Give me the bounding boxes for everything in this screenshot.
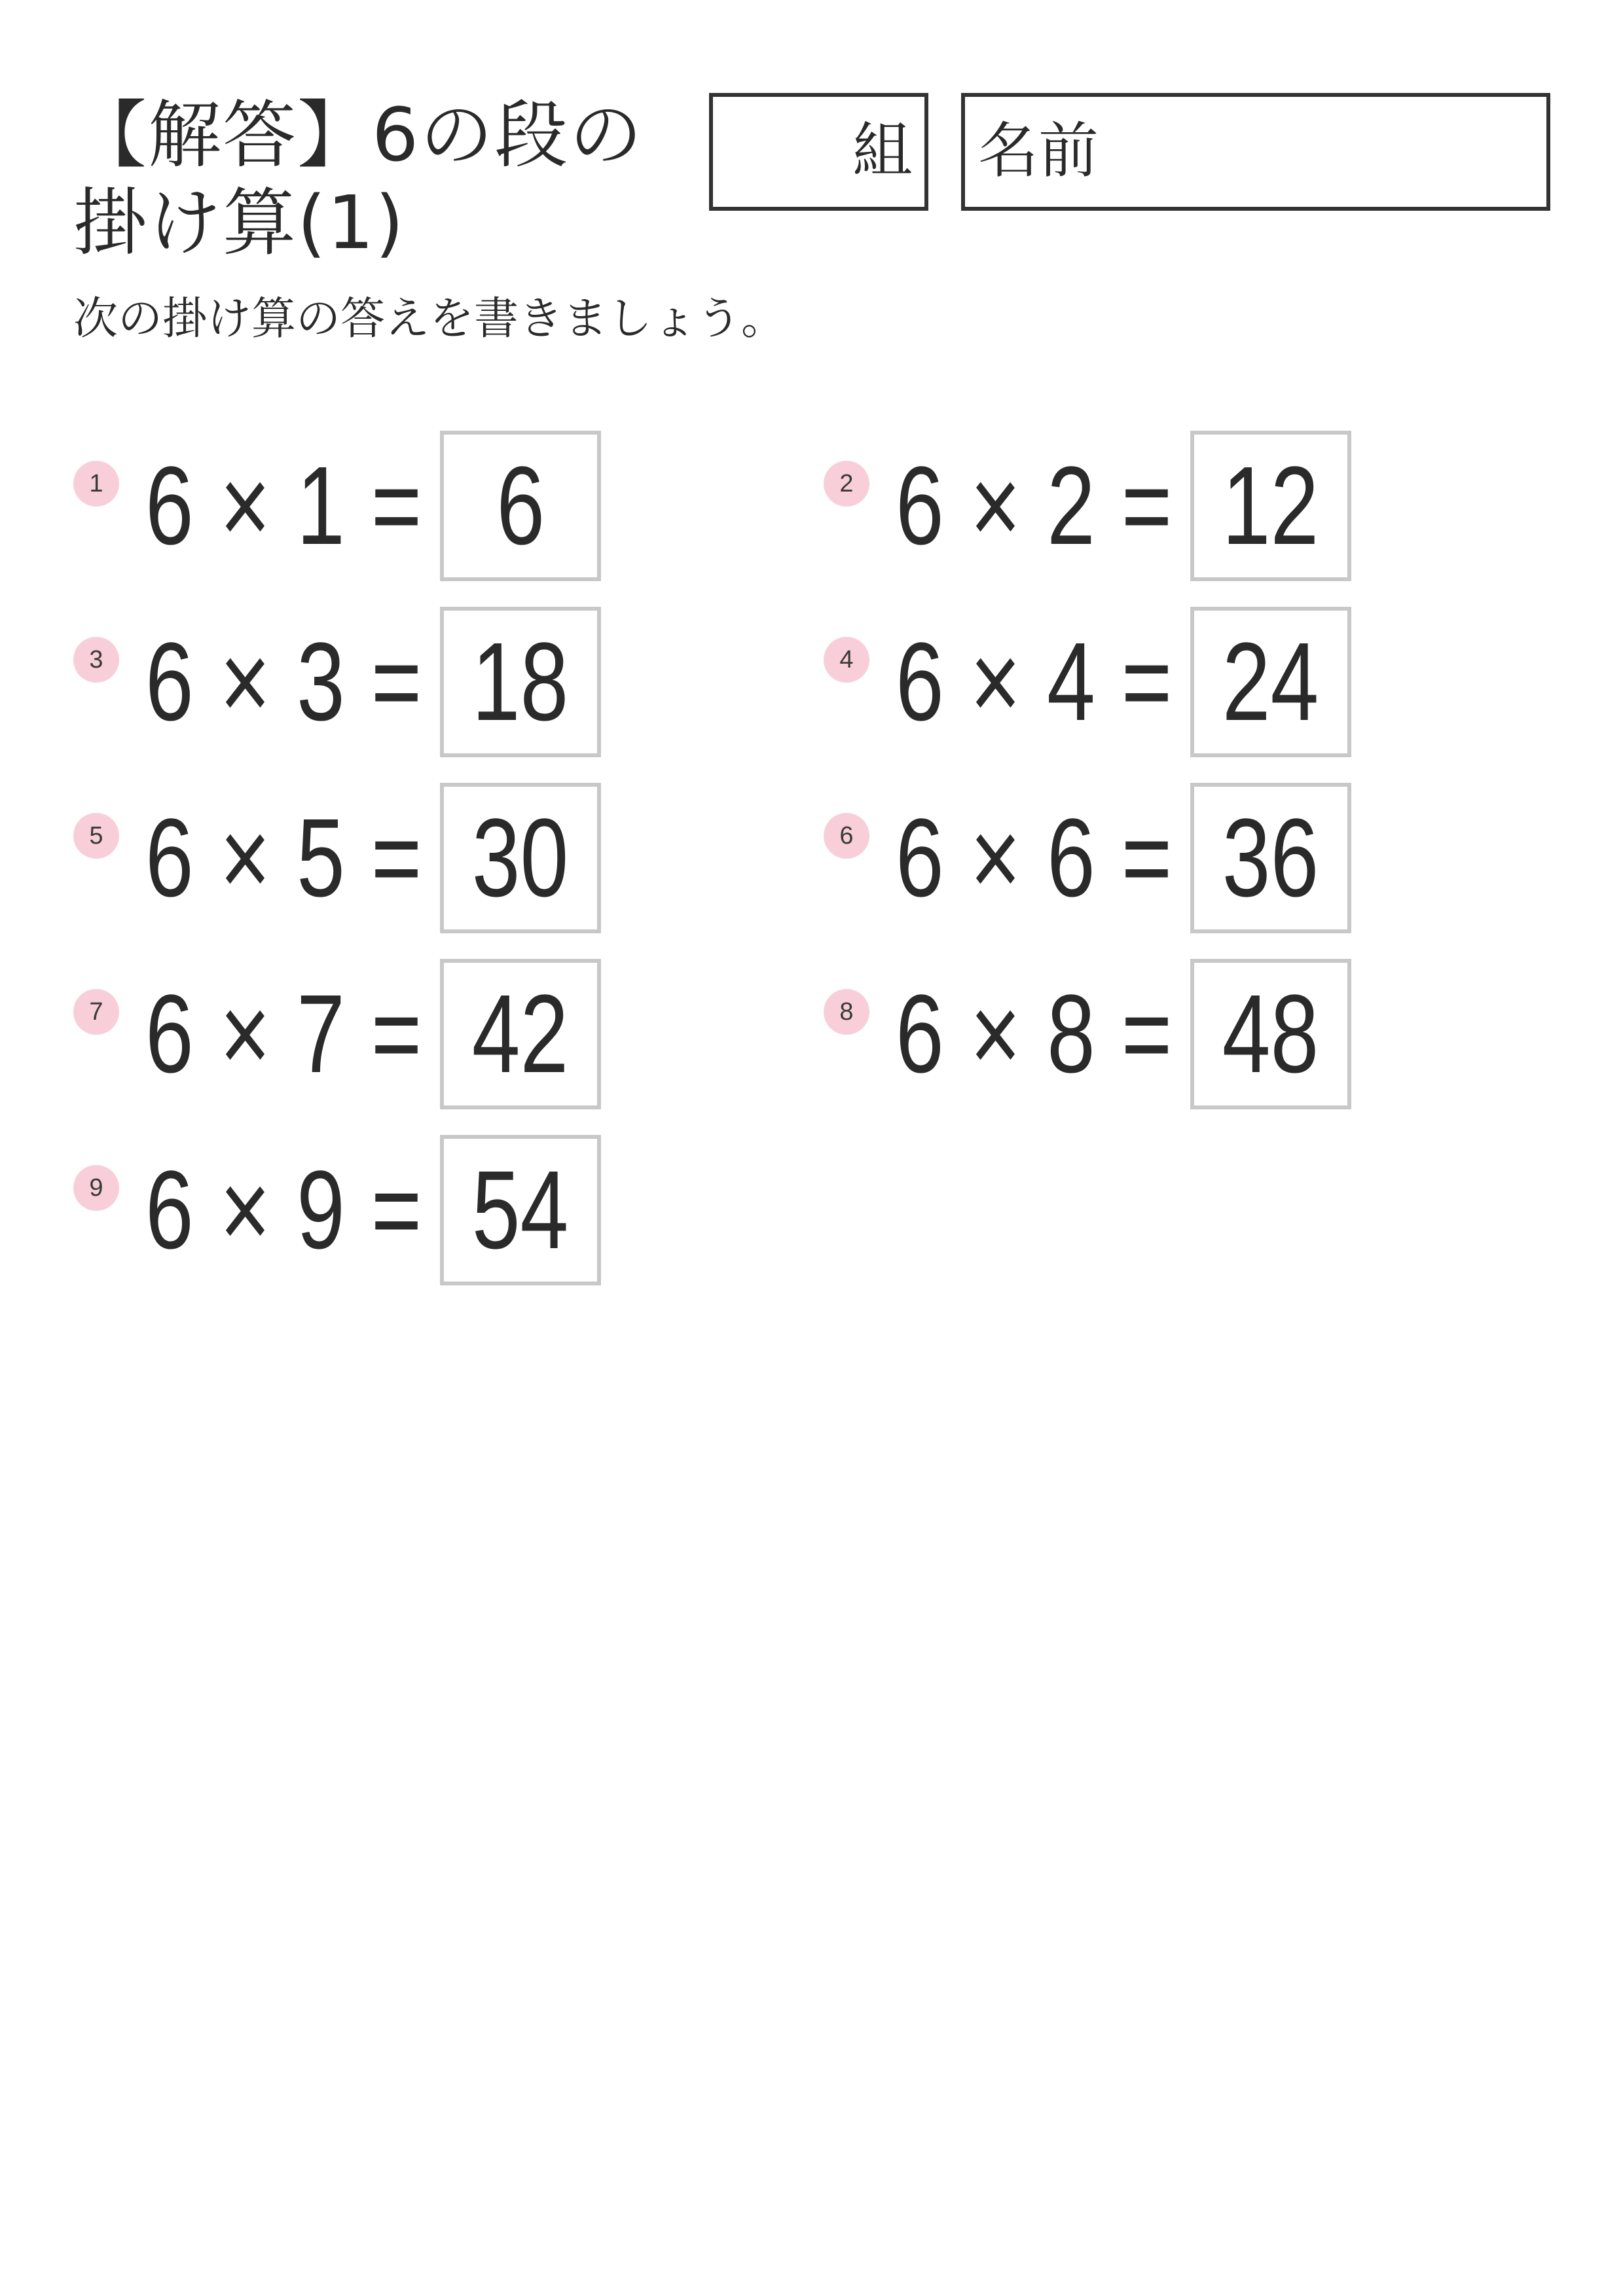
- answer-value: 30: [472, 796, 569, 920]
- problem-expression: 6 × 5 =: [145, 796, 423, 920]
- problem-number-badge: 5: [73, 813, 119, 859]
- problem-number-badge: 1: [73, 461, 119, 507]
- name-label: 名前: [978, 116, 1099, 186]
- problem-item: [73, 959, 728, 1109]
- problem-expression: 6 × 7 =: [145, 972, 423, 1096]
- problem-number-badge: 4: [824, 637, 869, 683]
- answer-value: 42: [472, 972, 569, 1096]
- answer-box[interactable]: [440, 783, 601, 933]
- class-field[interactable]: [709, 93, 928, 211]
- problem-item: [824, 607, 1478, 757]
- worksheet-title: [73, 92, 663, 267]
- problem-item: [824, 959, 1478, 1109]
- problem-item: [73, 607, 728, 757]
- problem-item: [824, 431, 1478, 581]
- problem-expression: 6 × 2 =: [896, 444, 1173, 568]
- problem-expression: 6 × 4 =: [896, 620, 1173, 744]
- title-line-1: 【解答】6の段の: [73, 93, 644, 178]
- answer-value: 6: [496, 444, 545, 568]
- answer-value: 12: [1222, 444, 1319, 568]
- answer-box[interactable]: [440, 431, 601, 581]
- name-field[interactable]: [961, 93, 1550, 211]
- problem-number-badge: 9: [73, 1165, 119, 1211]
- answer-box[interactable]: [440, 959, 601, 1109]
- problem-number-badge: 6: [824, 813, 869, 859]
- answer-box[interactable]: [440, 607, 601, 757]
- problem-number-badge: 8: [824, 989, 869, 1035]
- problem-number-badge: 7: [73, 989, 119, 1035]
- answer-box[interactable]: [1190, 431, 1351, 581]
- problem-expression: 6 × 6 =: [896, 796, 1173, 920]
- answer-value: 24: [1222, 620, 1319, 744]
- answer-box[interactable]: [440, 1135, 601, 1285]
- problem-expression: 6 × 8 =: [896, 972, 1173, 1096]
- problem-expression: 6 × 3 =: [145, 620, 423, 744]
- answer-box[interactable]: [1190, 607, 1351, 757]
- answer-value: 54: [472, 1148, 569, 1272]
- problem-item: [73, 1135, 728, 1285]
- problem-expression: 6 × 1 =: [145, 444, 423, 568]
- answer-value: 36: [1222, 796, 1319, 920]
- answer-box[interactable]: [1190, 783, 1351, 933]
- title-line-2: 掛け算(1): [73, 181, 405, 266]
- instruction-text: 次の掛け算の答えを書きましょう。: [73, 293, 786, 345]
- problem-number-badge: 3: [73, 637, 119, 683]
- answer-box[interactable]: [1190, 959, 1351, 1109]
- problem-expression: 6 × 9 =: [145, 1148, 423, 1272]
- problem-number-badge: 2: [824, 461, 869, 507]
- answer-value: 48: [1222, 972, 1319, 1096]
- problem-item: [824, 783, 1478, 933]
- answer-value: 18: [472, 620, 569, 744]
- problem-item: [73, 431, 728, 581]
- problem-item: [73, 783, 728, 933]
- class-label: 組: [852, 116, 913, 186]
